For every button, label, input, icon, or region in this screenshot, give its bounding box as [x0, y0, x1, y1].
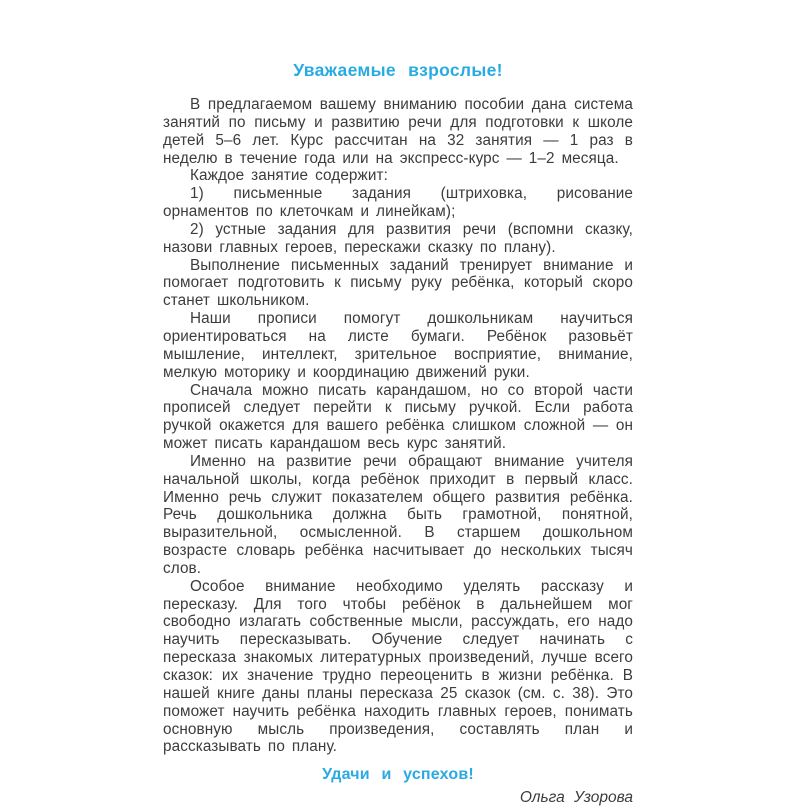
paragraph-speech-development: Именно на развитие речи обращают внимание учителя начальной школы, когда ребёнок приходит в первый класс. Именно речь служит показателем общего развития ребёнка. Речь дошкольника должна быть грамотной, понятной, выразительной, осмысленной. В старшем дошкольном возрасте словарь ребёнка насчитывает до нескольких тысяч слов. [163, 452, 633, 577]
closing-wish: Удачи и успехов! [322, 766, 474, 784]
paragraph-writing-benefits: Выполнение письменных заданий тренирует внимание и помогает подготовить к письму руку ребёнка, который скоро станет школьником. [163, 256, 633, 310]
list-item-oral-tasks: 2) устные задания для развития речи (вспомни сказку, назови главных героев, перескажи сказку по плану). [163, 220, 633, 256]
paragraph-copybooks: Наши прописи помогут дошкольникам научиться ориентироваться на листе бумаги. Ребёнок разовьёт мышление, интеллект, зрительное восприятие, внимание, мелкую моторику и координацию движений руки. [163, 310, 633, 381]
preface-text [163, 96, 633, 756]
page-title: Уважаемые взрослые! [293, 60, 503, 80]
author-signature: Ольга Узорова [519, 789, 633, 807]
paragraph-lesson-lead: Каждое занятие содержит: [190, 167, 388, 185]
paragraph-intro: В предлагаемом вашему вниманию пособии дана система занятий по письму и развитию речи для подготовки к школе детей 5–6 лет. Курс рассчитан на 32 занятия — 1 раз в неделю в течение года или на экспресс-курс — 1–2 месяца. [163, 96, 633, 167]
list-item-written-tasks: 1) письменные задания (штриховка, рисование орнаментов по клеточкам и линейкам); [163, 185, 633, 221]
paragraph-pencil-pen: Сначала можно писать карандашом, но со второй части прописей следует перейти к письму ручкой. Если работа ручкой окажется для вашего ребёнка слишком сложной — он может писать карандашом весь курс занятий. [163, 381, 633, 453]
paragraph-retelling: Особое внимание необходимо уделять рассказу и пересказу. Для того чтобы ребёнок в дальнейшем мог свободно излагать собственные мысли, рассуждать, его надо научить пересказывать. Обучение следует начинать с пересказа знакомых литературных произведений, лучше всего сказок: их значение трудно переоценить в жизни ребёнка. В нашей книге даны планы пересказа 25 сказок (см. с. 38). Это поможет научить ребёнка находить главных героев, понимать основную мысль произведения, составлять план и рассказывать по плану. [163, 577, 633, 756]
